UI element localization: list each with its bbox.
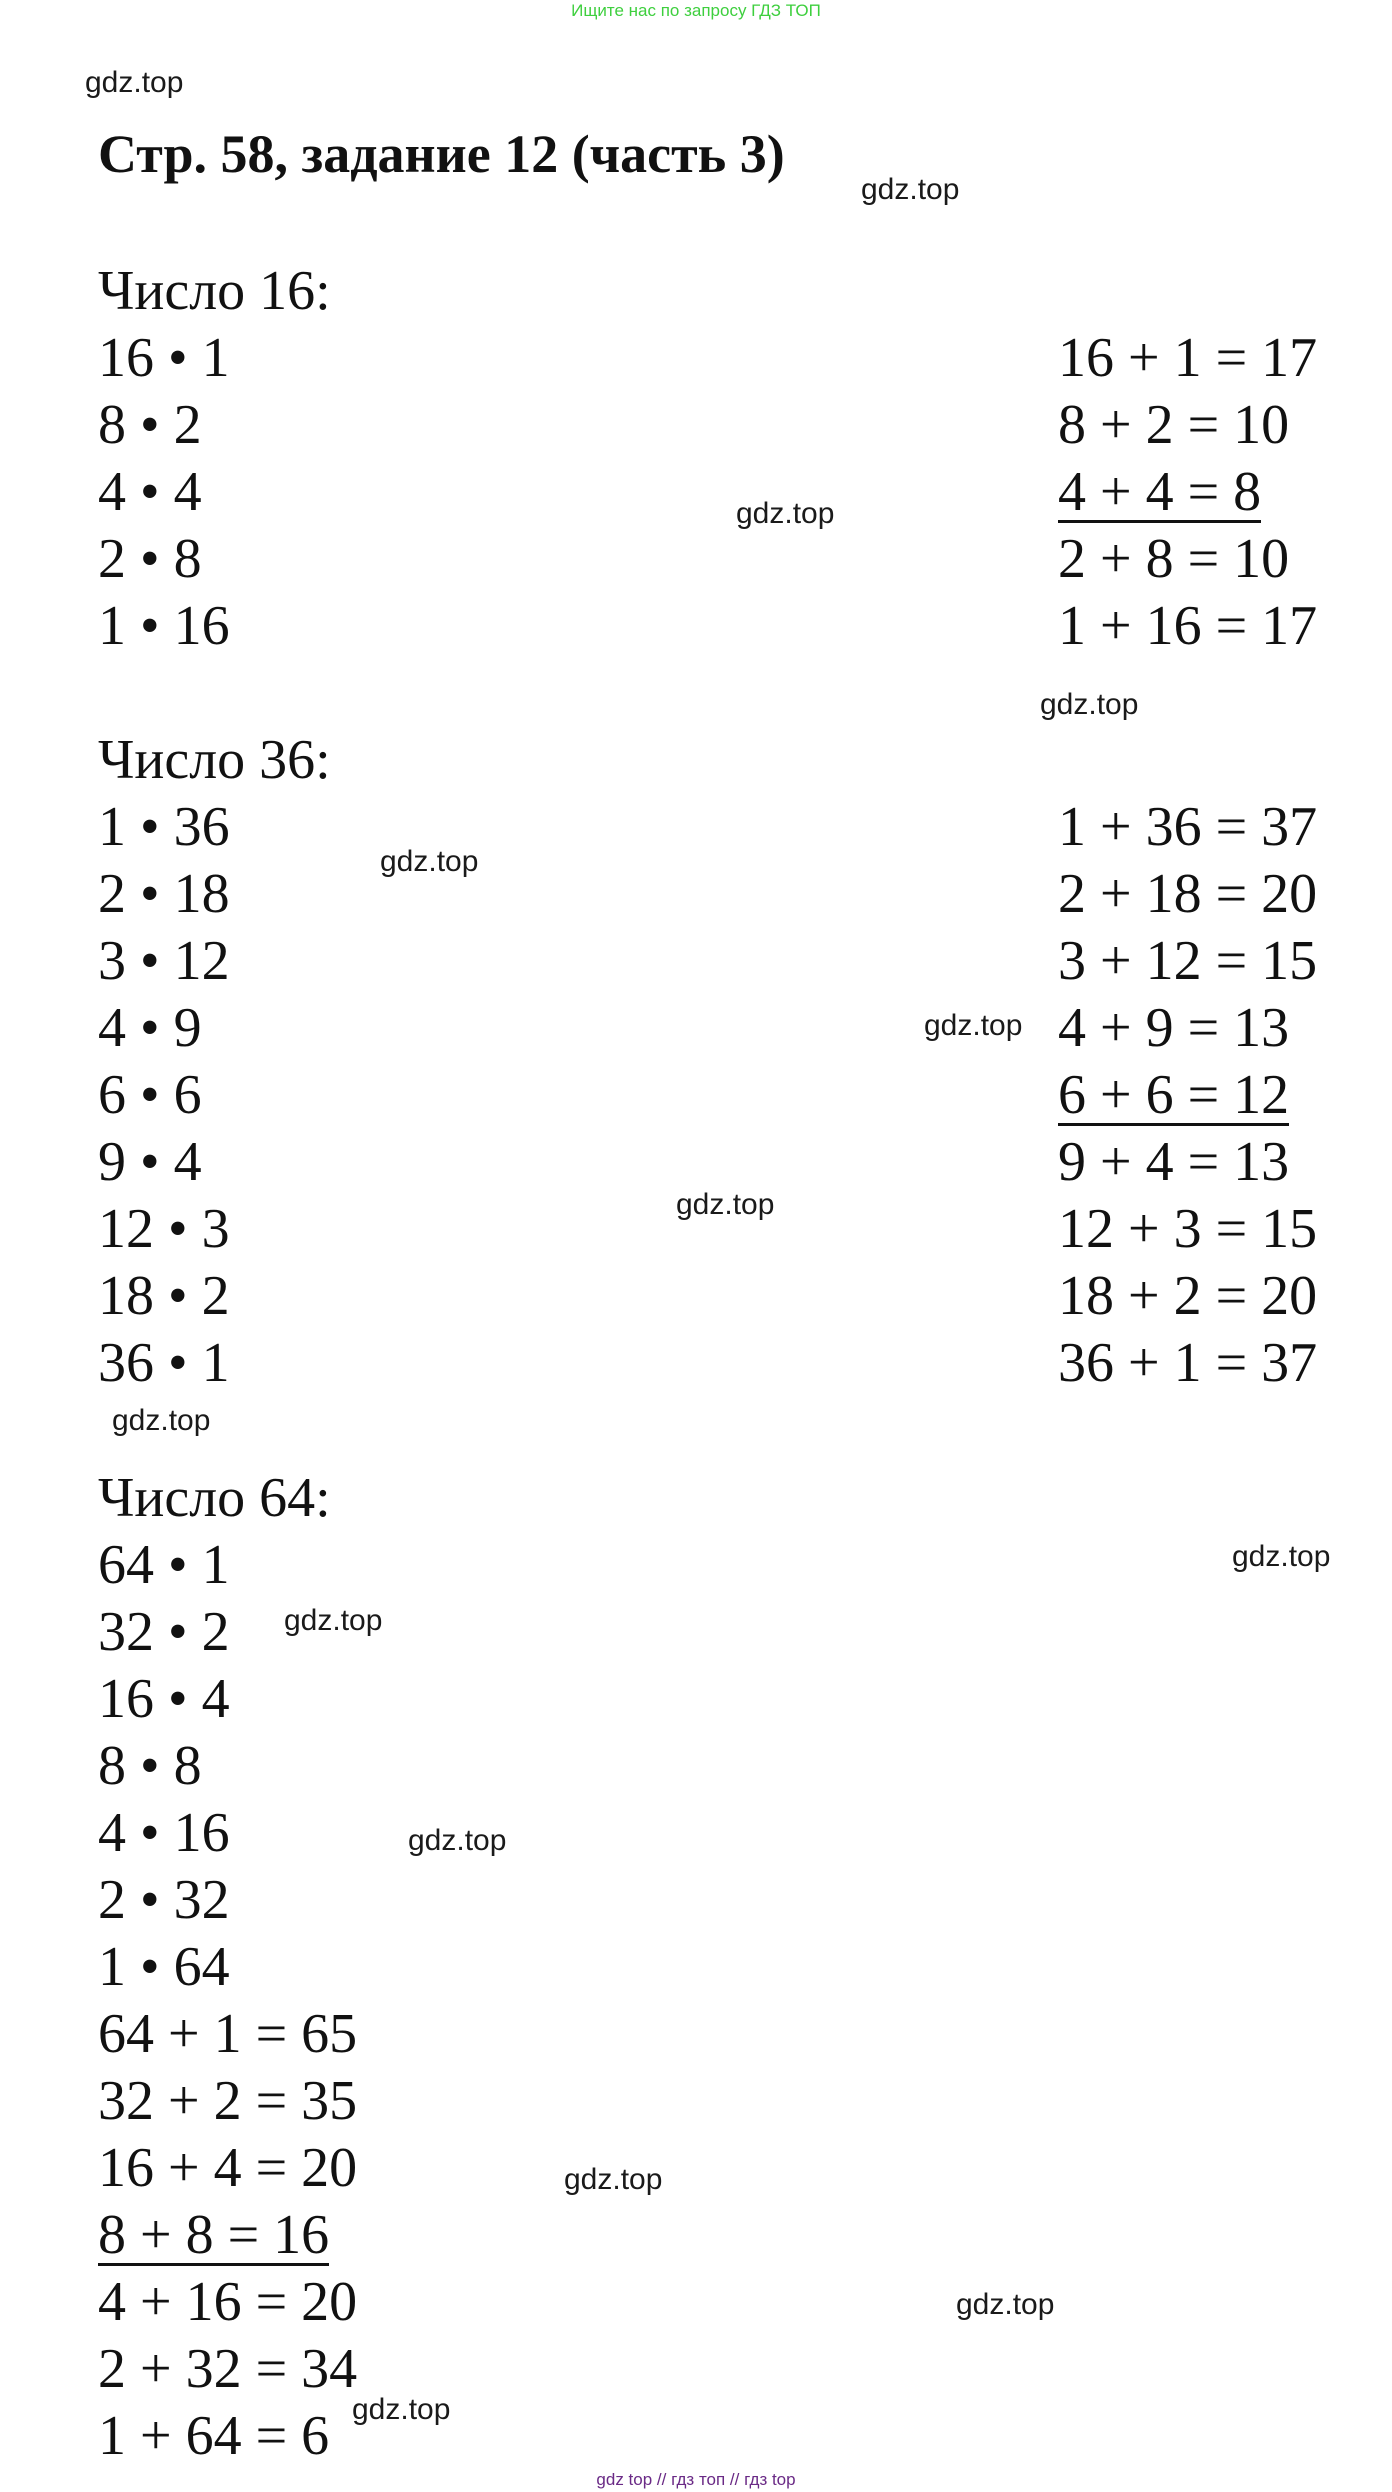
product-line: 2 • 18: [98, 863, 230, 925]
sum-line: 16 + 4 = 20: [98, 2137, 358, 2199]
product-line: 6 • 6: [98, 1064, 202, 1126]
section-heading: Число 64:: [98, 1467, 331, 1529]
watermark: gdz.top: [284, 1604, 383, 1637]
product-line: 1 • 64: [98, 1936, 230, 1998]
product-line: 8 • 2: [98, 394, 202, 456]
watermark: gdz.top: [676, 1188, 775, 1221]
product-line: 4 • 9: [98, 997, 202, 1059]
sum-line: 32 + 2 = 35: [98, 2070, 358, 2132]
section-36-right: [1058, 794, 1317, 1397]
sum-line: 36 + 1 = 37: [1058, 1332, 1318, 1394]
sum-line: 2 + 32 = 34: [98, 2338, 358, 2400]
sum-line: 64 + 1 = 65: [98, 2003, 358, 2065]
watermark: gdz.top: [564, 2163, 663, 2196]
sum-line: 4 + 16 = 20: [98, 2271, 358, 2333]
sum-line-highlighted: 6 + 6 = 12: [1058, 1064, 1290, 1126]
product-line: 1 • 16: [98, 595, 230, 657]
watermark: gdz.top: [861, 173, 960, 206]
watermark: gdz.top: [352, 2393, 451, 2426]
watermark: gdz.top: [112, 1404, 211, 1437]
product-line: 12 • 3: [98, 1198, 230, 1260]
sum-line: 8 + 2 = 10: [1058, 394, 1290, 456]
watermark: gdz.top: [380, 845, 479, 878]
sum-line: 9 + 4 = 13: [1058, 1131, 1290, 1193]
product-line: 36 • 1: [98, 1332, 230, 1394]
sum-line: 3 + 12 = 15: [1058, 930, 1318, 992]
watermark: gdz.top: [1040, 688, 1139, 721]
section-heading: Число 16:: [98, 260, 331, 322]
sum-line: 2 + 8 = 10: [1058, 528, 1290, 590]
product-line: 16 • 4: [98, 1668, 230, 1730]
product-line: 1 • 36: [98, 796, 230, 858]
page-title: Стр. 58, задание 12 (часть 3): [98, 124, 785, 184]
sum-line: 2 + 18 = 20: [1058, 863, 1318, 925]
bottom-banner: gdz top // гдз топ // гдз top: [596, 2470, 796, 2489]
product-line: 4 • 4: [98, 461, 202, 523]
sum-line: 1 + 64 = 6: [98, 2405, 330, 2467]
product-line: 9 • 4: [98, 1131, 202, 1193]
watermark: gdz.top: [924, 1009, 1023, 1042]
product-line: 64 • 1: [98, 1534, 230, 1596]
section-16-left: [98, 258, 331, 660]
product-line: 3 • 12: [98, 930, 230, 992]
watermark: gdz.top: [736, 497, 835, 530]
sum-line: 12 + 3 = 15: [1058, 1198, 1318, 1260]
sum-line: 1 + 16 = 17: [1058, 595, 1318, 657]
watermark: gdz.top: [85, 66, 184, 99]
product-line: 18 • 2: [98, 1265, 230, 1327]
watermark: gdz.top: [956, 2288, 1055, 2321]
top-banner: Ищите нас по запросу ГДЗ ТОП: [571, 1, 821, 20]
section-heading: Число 36:: [98, 729, 331, 791]
section-16-right: [1058, 325, 1317, 660]
sum-line: 4 + 9 = 13: [1058, 997, 1290, 1059]
sum-line: 18 + 2 = 20: [1058, 1265, 1318, 1327]
product-line: 32 • 2: [98, 1601, 230, 1663]
sum-line: 16 + 1 = 17: [1058, 327, 1318, 389]
product-line: 2 • 32: [98, 1869, 230, 1931]
sum-line-highlighted: 4 + 4 = 8: [1058, 461, 1262, 523]
product-line: 4 • 16: [98, 1802, 230, 1864]
product-line: 16 • 1: [98, 327, 230, 389]
watermark: gdz.top: [408, 1824, 507, 1857]
product-line: 2 • 8: [98, 528, 202, 590]
sum-line-highlighted: 8 + 8 = 16: [98, 2204, 330, 2266]
watermark: gdz.top: [1232, 1540, 1331, 1573]
section-36-left: [98, 727, 331, 1397]
product-line: 8 • 8: [98, 1735, 202, 1797]
sum-line: 1 + 36 = 37: [1058, 796, 1318, 858]
